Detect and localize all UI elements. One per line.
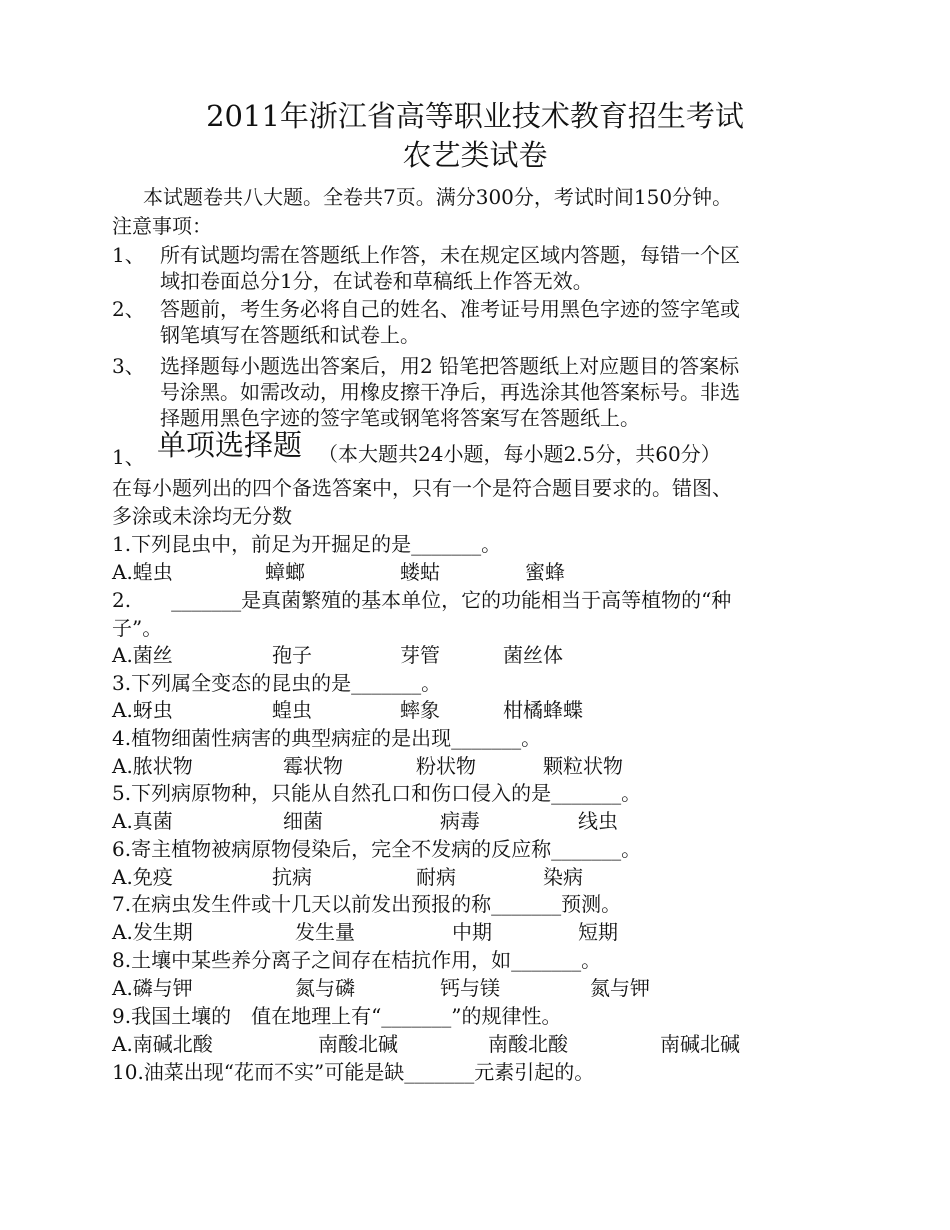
question-stem: 9.我国土壤的 值在地理上有“_______”的规律性。 <box>112 1004 562 1028</box>
option: 蟑螂 <box>265 560 305 584</box>
note-line: 答题前，考生务必将自己的姓名、准考证号用黑色字迹的签字笔或 <box>160 297 740 321</box>
option: 霉状物 <box>283 754 343 778</box>
section-instructions: 在每小题列出的四个备选答案中，只有一个是符合题目要求的。错图、 <box>112 476 732 500</box>
notes-label: 注意事项： <box>112 214 212 238</box>
option: 南酸北酸 <box>488 1032 568 1056</box>
option: 氮与钾 <box>590 976 650 1000</box>
note-line: 择题用黑色字迹的签字笔或钢笔将答案写在答题纸上。 <box>160 406 640 430</box>
note-number: 1、 <box>112 243 145 267</box>
option: A.磷与钾 <box>112 976 193 1000</box>
option: 染病 <box>543 865 583 889</box>
note-line: 所有试题均需在答题纸上作答，未在规定区域内答题，每错一个区 <box>160 243 740 267</box>
question-stem: 5.下列病原物种，只能从自然孔口和伤口侵入的是_______。 <box>112 781 642 805</box>
option: A.免疫 <box>112 865 173 889</box>
option: 病毒 <box>440 809 480 833</box>
option: 蜜蜂 <box>525 560 565 584</box>
section-instructions: 多涂或未涂均无分数 <box>112 504 292 528</box>
note-number: 3、 <box>112 354 145 378</box>
question-stem: 7.在病虫发生件或十几天以前发出预报的称_______预测。 <box>112 892 622 916</box>
option: 柑橘蜂蝶 <box>503 698 583 722</box>
option: 氮与磷 <box>295 976 355 1000</box>
option: 菌丝体 <box>503 643 563 667</box>
option: 南酸北碱 <box>318 1032 398 1056</box>
page-title: 2011年浙江省高等职业技术教育招生考试 <box>206 99 744 133</box>
note-line: 钢笔填写在答题纸和试卷上。 <box>160 323 420 347</box>
note-line: 域扣卷面总分1分，在试卷和草稿纸上作答无效。 <box>160 269 593 293</box>
option: A.发生期 <box>112 920 193 944</box>
option: 芽管 <box>400 643 440 667</box>
note-line: 号涂黑。如需改动，用橡皮擦干净后，再选涂其他答案标号。非选 <box>160 380 740 404</box>
question-stem: 4.植物细菌性病害的典型病症的是出现_______。 <box>112 726 542 750</box>
option: A.蝗虫 <box>112 560 173 584</box>
option: 粉状物 <box>416 754 476 778</box>
option: A.脓状物 <box>112 754 193 778</box>
section-title: 单项选择题 <box>157 428 303 462</box>
option: 短期 <box>578 920 618 944</box>
option: 颗粒状物 <box>543 754 623 778</box>
option: A.真菌 <box>112 809 173 833</box>
option: A.菌丝 <box>112 643 173 667</box>
option: 发生量 <box>295 920 355 944</box>
option: 蟀象 <box>400 698 440 722</box>
option: 耐病 <box>416 865 456 889</box>
question-stem: 10.油菜出现“花而不实”可能是缺_______元素引起的。 <box>112 1060 595 1084</box>
option: 中期 <box>452 920 492 944</box>
option: 南碱北碱 <box>660 1032 740 1056</box>
section-note: （本大题共24小题，每小题2.5分，共60分） <box>318 442 721 466</box>
section-number: 1、 <box>112 445 145 469</box>
note-number: 2、 <box>112 297 145 321</box>
option: 蝼蛄 <box>400 560 440 584</box>
question-stem: 子”。 <box>112 616 163 640</box>
option: 孢子 <box>272 643 312 667</box>
option: 蝗虫 <box>272 698 312 722</box>
option: 细菌 <box>283 809 323 833</box>
option: A.蚜虫 <box>112 698 173 722</box>
question-stem: 6.寄主植物被病原物侵染后，完全不发病的反应称_______。 <box>112 837 642 861</box>
option: 抗病 <box>272 865 312 889</box>
question-stem: 3.下列属全变态的昆虫的是_______。 <box>112 671 442 695</box>
page-subtitle: 农艺类试卷 <box>402 138 548 172</box>
question-stem: 2. _______是真菌繁殖的基本单位，它的功能相当于高等植物的“种 <box>112 588 732 612</box>
question-stem: 1.下列昆虫中，前足为开掘足的是_______。 <box>112 532 502 556</box>
intro-text: 本试题卷共八大题。全卷共7页。满分300分，考试时间150分钟。 <box>143 185 733 209</box>
option: A.南碱北酸 <box>112 1032 213 1056</box>
note-line: 选择题每小题选出答案后，用2 铅笔把答题纸上对应题目的答案标 <box>160 354 740 378</box>
option: 线虫 <box>578 809 618 833</box>
question-stem: 8.土壤中某些养分离子之间存在桔抗作用，如_______。 <box>112 948 602 972</box>
option: 钙与镁 <box>440 976 500 1000</box>
